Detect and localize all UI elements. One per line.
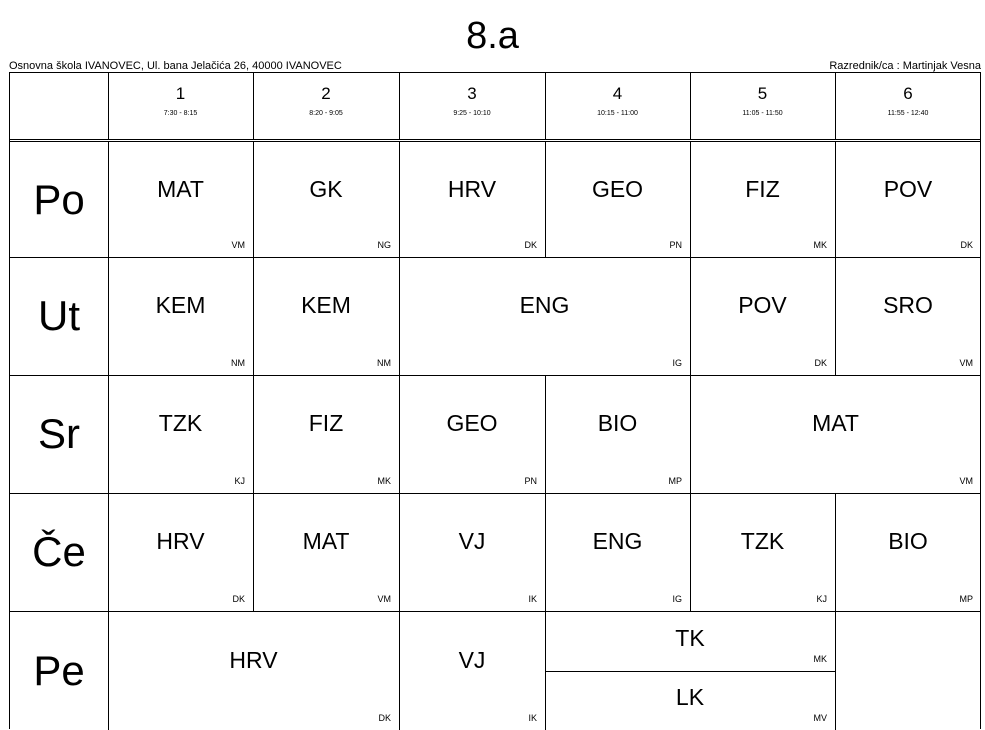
lesson-subject: KEM <box>253 292 399 319</box>
lesson-subject: HRV <box>399 176 545 203</box>
lesson-teacher: DK <box>108 594 245 605</box>
lesson-subject: VJ <box>399 647 545 674</box>
lesson-teacher: NM <box>108 358 245 369</box>
lesson-subject: TZK <box>108 410 253 437</box>
day-label-3: Če <box>10 528 108 576</box>
lesson-subject: KEM <box>108 292 253 319</box>
grid-hline <box>10 139 981 140</box>
lesson-teacher: VM <box>690 476 973 487</box>
lesson-subject: LK <box>545 684 835 711</box>
period-number: 6 <box>835 84 981 104</box>
period-time: 11:55 - 12:40 <box>835 109 981 118</box>
lesson-subject: FIZ <box>253 410 399 437</box>
lesson-teacher: VM <box>108 240 245 251</box>
lesson-teacher: VM <box>835 358 973 369</box>
lesson-subject: BIO <box>545 410 690 437</box>
lesson-teacher: MK <box>545 654 827 665</box>
lesson-subject: SRO <box>835 292 981 319</box>
lesson-subject: TK <box>545 625 835 652</box>
lesson-subject: GEO <box>545 176 690 203</box>
day-label-2: Sr <box>10 410 108 458</box>
grid-hline <box>10 375 981 376</box>
period-time: 8:20 - 9:05 <box>253 109 399 118</box>
lesson-teacher: MP <box>835 594 973 605</box>
lesson-teacher: PN <box>399 476 537 487</box>
lesson-teacher: KJ <box>108 476 245 487</box>
lesson-subject: GK <box>253 176 399 203</box>
period-number: 3 <box>399 84 545 104</box>
grid-vline <box>835 671 836 730</box>
day-label-1: Ut <box>10 292 108 340</box>
period-time: 9:25 - 10:10 <box>399 109 545 118</box>
lesson-teacher: NG <box>253 240 391 251</box>
lesson-subject: HRV <box>108 647 399 674</box>
day-label-4: Pe <box>10 647 108 695</box>
period-header-5 <box>690 84 835 118</box>
lesson-subject: HRV <box>108 528 253 555</box>
lesson-teacher: IK <box>399 594 537 605</box>
day-label-0: Po <box>10 176 108 224</box>
lesson-teacher: MK <box>690 240 827 251</box>
period-header-4 <box>545 84 690 118</box>
lesson-subject: FIZ <box>690 176 835 203</box>
lesson-teacher: MK <box>253 476 391 487</box>
lesson-teacher: IK <box>399 713 537 724</box>
school-name: Osnovna škola IVANOVEC, Ul. bana Jelačića 26, 40000 IVANOVEC <box>9 60 342 73</box>
lesson-subject: TZK <box>690 528 835 555</box>
period-number: 4 <box>545 84 690 104</box>
class-teacher: Razrednik/ca : Martinjak Vesna <box>829 60 981 73</box>
lesson-subject: MAT <box>108 176 253 203</box>
lesson-subject: POV <box>690 292 835 319</box>
lesson-teacher: IG <box>545 594 682 605</box>
lesson-subject: MAT <box>690 410 981 437</box>
period-header-6 <box>835 84 981 118</box>
lesson-teacher: DK <box>399 240 537 251</box>
timetable-grid <box>9 72 981 729</box>
lesson-teacher: DK <box>690 358 827 369</box>
period-number: 1 <box>108 84 253 104</box>
lesson-subject: ENG <box>545 528 690 555</box>
period-header-3 <box>399 84 545 118</box>
lesson-teacher: IG <box>399 358 682 369</box>
lesson-teacher: NM <box>253 358 391 369</box>
lesson-teacher: DK <box>835 240 973 251</box>
lesson-teacher: MP <box>545 476 682 487</box>
lesson-teacher: DK <box>108 713 391 724</box>
lesson-subject: VJ <box>399 528 545 555</box>
period-number: 2 <box>253 84 399 104</box>
lesson-teacher: MV <box>545 713 827 724</box>
period-time: 10:15 - 11:00 <box>545 109 690 118</box>
grid-vline <box>835 611 836 671</box>
period-header-2 <box>253 84 399 118</box>
period-time: 7:30 - 8:15 <box>108 109 253 118</box>
lesson-teacher: KJ <box>690 594 827 605</box>
lesson-teacher: PN <box>545 240 682 251</box>
lesson-subject: MAT <box>253 528 399 555</box>
lesson-subject: GEO <box>399 410 545 437</box>
period-time: 11:05 - 11:50 <box>690 109 835 118</box>
lesson-teacher: VM <box>253 594 391 605</box>
grid-hline <box>545 671 835 672</box>
lesson-subject: BIO <box>835 528 981 555</box>
lesson-subject: POV <box>835 176 981 203</box>
lesson-subject: ENG <box>399 292 690 319</box>
class-title: 8.a <box>0 14 985 58</box>
period-header-1 <box>108 84 253 118</box>
period-number: 5 <box>690 84 835 104</box>
